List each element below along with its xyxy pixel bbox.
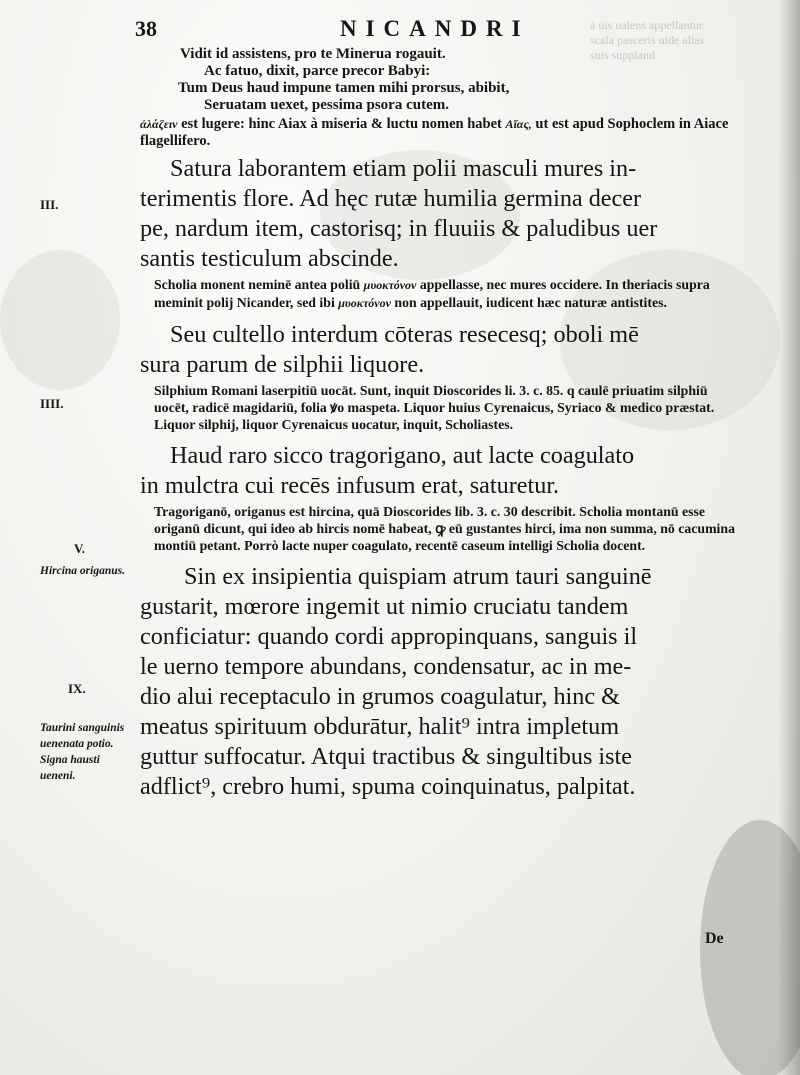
running-head: NICANDRI bbox=[340, 16, 530, 41]
verse-line: Tum Deus haud impune tamen mihi prorsus, abibit, bbox=[178, 80, 510, 96]
verse-line: santis testiculum abscinde. bbox=[140, 245, 399, 272]
margin-gloss: Taurini sanguinis uenenata potio. Signa hausti ueneni. bbox=[40, 722, 125, 782]
verse-line: conficiatur: quando cordi appropinquans, sanguis il bbox=[140, 623, 638, 650]
greek-word: ἀλάζειν bbox=[140, 117, 178, 131]
note-text: appellasse, nec mures occidere. In theriacis supra meminit polij Nicander, sed ibi bbox=[154, 277, 710, 310]
note-text: non appellauit, iudicent hæc naturæ antistites. bbox=[390, 295, 667, 310]
bleed-line: suis suppland bbox=[590, 48, 656, 62]
section-3 bbox=[140, 154, 740, 312]
section-numeral: V. bbox=[74, 541, 85, 556]
verse-line: in mulctra cui recēs infusum erat, saturetur. bbox=[140, 472, 560, 499]
greek-word: μυοκτόνον bbox=[363, 278, 417, 292]
verse-line: Seruatam uexet, pessima psora cutem. bbox=[204, 97, 449, 113]
page-number: 38 bbox=[135, 16, 157, 41]
margin-numeral-4 bbox=[40, 395, 130, 413]
water-stain bbox=[0, 250, 120, 390]
greek-word: μυοκτόνον bbox=[338, 296, 391, 310]
margin-note-taurini bbox=[40, 720, 125, 784]
verse-line: sura parum de silphii liquore. bbox=[140, 351, 425, 378]
note-text: Scholia monent neminē antea poliū bbox=[154, 277, 364, 292]
verse-line: Ac fatuo, dixit, parce precor Babyi: bbox=[204, 63, 431, 79]
verse-line: Vidit id assistens, pro te Minerua rogauit. bbox=[180, 46, 446, 62]
section-numeral: IX. bbox=[68, 681, 86, 696]
verse-line: gustarit, mœrore ingemit ut nimio cruciatu tandem bbox=[140, 593, 629, 620]
note-text: ut est apud Sophoclem in Aiace flagellifero. bbox=[140, 116, 729, 149]
opening-scholion bbox=[140, 116, 740, 150]
section-9 bbox=[140, 562, 740, 802]
verse-line: adflict⁹, crebro humi, spuma coinquinatus, palpitat. bbox=[140, 773, 636, 800]
verse-line: Seu cultello interdum cōteras resecesq; oboli mē bbox=[170, 321, 639, 348]
verse-line: pe, nardum item, castorisq; in fluuiis & paludibus uer bbox=[140, 215, 658, 242]
verse-line: Satura laborantem etiam polii masculi mures in- bbox=[170, 155, 637, 182]
greek-word: Αἴας, bbox=[505, 117, 532, 131]
section-5 bbox=[140, 441, 740, 554]
verse-line: le uerno tempore abundans, condensatur, ac in me- bbox=[140, 653, 632, 680]
section-numeral: III. bbox=[40, 197, 59, 212]
bleed-line: à uis ualens appellantur. bbox=[590, 18, 706, 32]
scholion: Tragoriganō, origanus est hircina, quā Dioscorides lib. 3. c. 30 describit. Scholia montanū esse origanū dicunt, qui ideo ab hircis nomē habeat, ꝙ eū gustantes hirci, ima non summa, nō cacumina montiū petant. Porrò lacte nuper coagulato, recentē caseum intelligi Scholia docent. bbox=[154, 504, 735, 553]
page-edge-shadow bbox=[778, 0, 800, 1075]
margin-gloss: Hircina origanus. bbox=[40, 565, 125, 577]
note-text: est lugere: hinc Aiax à miseria & luctu nomen habet bbox=[177, 116, 506, 132]
section-4 bbox=[140, 320, 740, 433]
verse-line: terimentis flore. Ad hęc rutæ humilia germina decer bbox=[140, 185, 642, 212]
scholion: Silphium Romani laserpitiū uocāt. Sunt, inquit Dioscorides li. 3. c. 85. q caulē priuatim silphiū uocēt, radicē magidariū, folia ꝟo maspeta. Liquor huius Cyrenaicus, Syriaco & medico præstat. Liquor silphij, liquor Cyrenaicus uocatur, inquit, Scholiastes. bbox=[154, 383, 715, 432]
scholion bbox=[154, 276, 740, 312]
verse-line: guttur suffocatur. Atqui tractibus & singultibus iste bbox=[140, 743, 633, 770]
verse-line: meatus spirituum obdurātur, halit⁹ intra impletum bbox=[140, 713, 620, 740]
margin-numeral-3 bbox=[40, 196, 130, 214]
verse-line: Haud raro sicco tragorigano, aut lacte coagulato bbox=[170, 442, 635, 469]
section-numeral: IIII. bbox=[40, 396, 64, 411]
text-block bbox=[140, 46, 740, 802]
verse-line: dio alui receptaculo in grumos coagulatur, hinc & bbox=[140, 683, 620, 710]
verse-line: Sin ex insipientia quispiam atrum tauri sanguinē bbox=[184, 563, 652, 590]
bleed-line: scala pasceris uide alias bbox=[590, 33, 705, 47]
margin-note-hircina bbox=[40, 563, 135, 579]
catchword: De bbox=[705, 930, 724, 947]
